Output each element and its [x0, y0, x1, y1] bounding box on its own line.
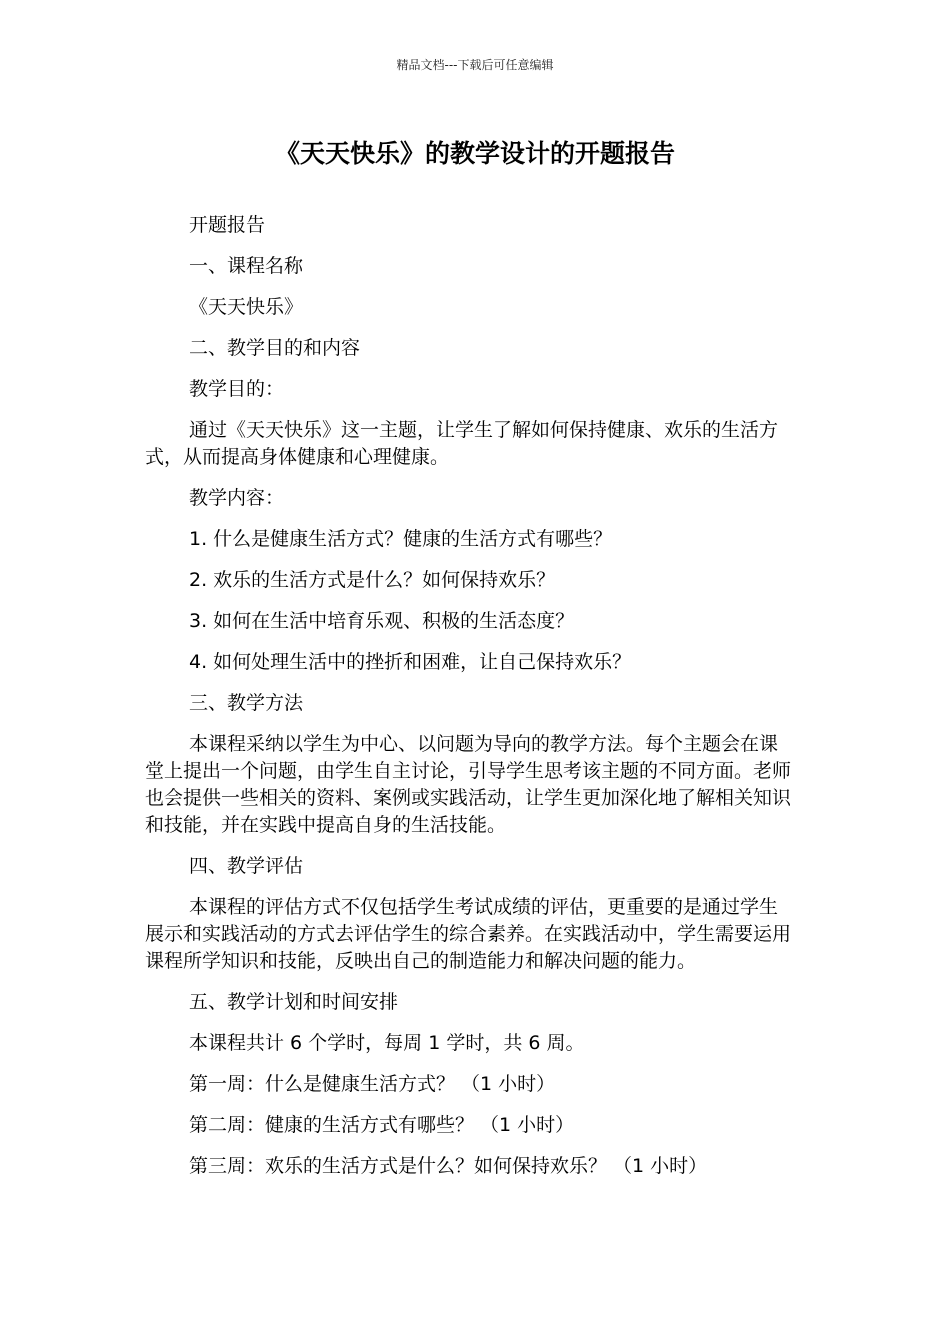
schedule-week-1: 第一周：什么是健康生活方式？ （1 小时） [189, 1073, 556, 1095]
label-objectives: 教学目的： [189, 378, 285, 400]
list-item-content-1: 1. 什么是健康生活方式？健康的生活方式有哪些？ [189, 528, 613, 550]
list-item-content-3: 3. 如何在生活中培育乐观、积极的生活态度？ [189, 610, 575, 632]
paragraph-evaluation: 本课程的评估方式不仅包括学生考试成绩的评估，更重要的是通过学生展示和实践活动的方式去评估学生的综合素养。在实践活动中，学生需要运用课程所学知识和技能，反映出自己的制造能力和解决问题的能力。 [145, 896, 792, 972]
paragraph-report-label: 开题报告 [189, 214, 266, 236]
list-item-content-4: 4. 如何处理生活中的挫折和困难，让自己保持欢乐？ [189, 651, 632, 673]
document-title: 《天天快乐》的教学设计的开题报告 [274, 139, 675, 168]
heading-course-name: 一、课程名称 [189, 255, 304, 277]
paragraph-course-title: 《天天快乐》 [189, 296, 304, 318]
schedule-week-3: 第三周：欢乐的生活方式是什么？如何保持欢乐？ （1 小时） [189, 1155, 708, 1177]
heading-objectives-content: 二、教学目的和内容 [189, 337, 361, 359]
paragraph-teaching-method: 本课程采纳以学生为中心、以问题为导向的教学方法。每个主题会在课堂上提出一个问题，由学生自主讨论，引导学生思考该主题的不同方面。老师也会提供一些相关的资料、案例或实践活动，让学生更加深化地了解相关知识和技能，并在实践中提高自身的生活技能。 [145, 733, 792, 836]
list-item-content-2: 2. 欢乐的生活方式是什么？如何保持欢乐？ [189, 569, 556, 591]
heading-schedule: 五、教学计划和时间安排 [189, 991, 399, 1013]
schedule-week-2: 第二周：健康的生活方式有哪些？ （1 小时） [189, 1114, 575, 1136]
paragraph-schedule-total: 本课程共计 6 个学时，每周 1 学时，共 6 周。 [189, 1032, 585, 1054]
label-content: 教学内容： [189, 487, 285, 509]
heading-evaluation: 四、教学评估 [189, 855, 304, 877]
paragraph-objectives: 通过《天天快乐》这一主题，让学生了解如何保持健康、欢乐的生活方式，从而提高身体健康和心理健康。 [145, 419, 779, 468]
document-body [145, 212, 793, 1194]
header-note: 精品文档---下载后可任意编辑 [396, 58, 554, 72]
heading-teaching-method: 三、教学方法 [189, 692, 304, 714]
